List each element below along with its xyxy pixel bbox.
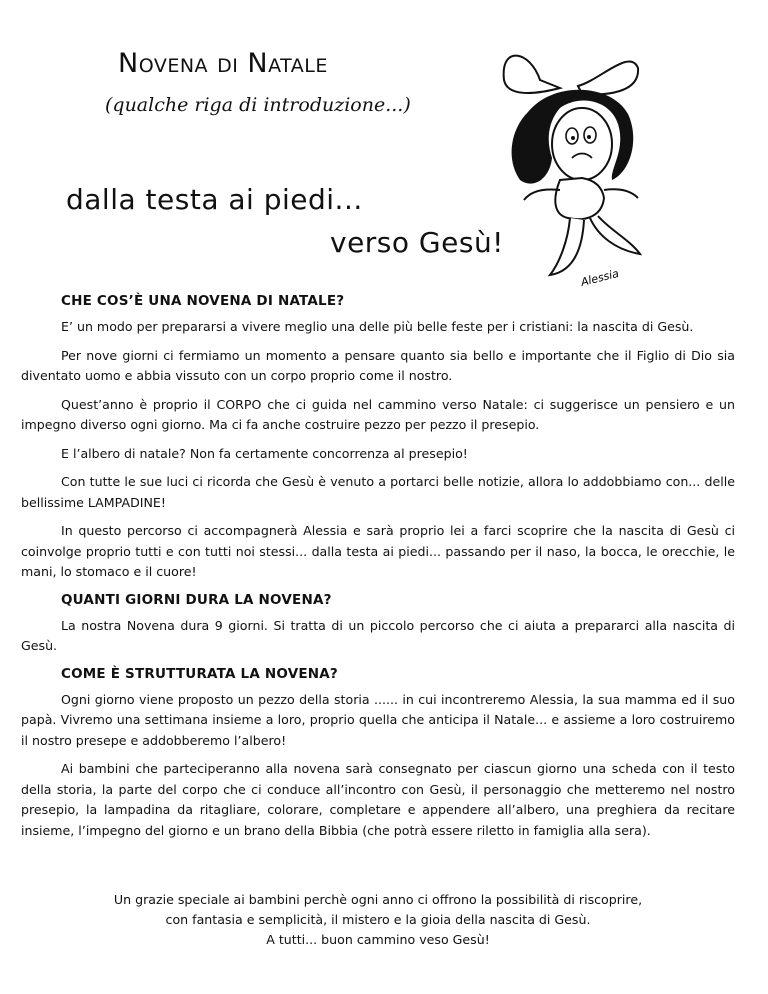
closing-line: A tutti... buon cammino veso Gesù! (266, 932, 490, 947)
closing-line: Un grazie speciale ai bambini perchè ogni anno ci offrono la possibilità di riscoprire, (113, 892, 643, 907)
paragraph: Ai bambini che parteciperanno alla novena sarà consegnato per ciascun giorno una scheda con il testo della storia, la parte del corpo che ci conduce all’incontro con Gesù, il personaggio che metteremo nel nostro presepio, la lampadina da ritagliare, colorare, completare e appendere all’albero, una preghiera da recitare insieme, l’impegno del giorno e un brano della Bibbia (che potrà essere riletto in famiglia alla sera). (21, 761, 735, 838)
paragraph: Quest’anno è proprio il CORPO che ci guida nel cammino verso Natale: ci suggerisce un pensiero e un impegno diverso ogni giorno. Ma ci fa anche costruire pezzo per pezzo il presepio. (21, 396, 735, 432)
paragraph: Con tutte le sue luci ci ricorda che Gesù è venuto a portarci belle notizie, allora lo addobbiamo con... delle bellissime LAMPADINE! (21, 474, 735, 510)
section-heading: QUANTI GIORNI DURA LA NOVENA? (61, 591, 332, 608)
page-title: Novena di Natale (118, 48, 328, 79)
paragraph: La nostra Novena dura 9 giorni. Si tratta di un piccolo percorso che ci aiuta a prepararci alla nascita di Gesù. (21, 617, 735, 653)
closing-message (21, 890, 735, 950)
main-content (21, 286, 735, 849)
illustration-signature: Alessia (579, 266, 621, 289)
tagline-line-1: dalla testa ai piedi... (66, 183, 363, 216)
tagline-line-2: verso Gesù! (330, 226, 504, 259)
page-subtitle: (qualche riga di introduzione...) (105, 94, 411, 116)
paragraph: Ogni giorno viene proposto un pezzo della storia ...... in cui incontreremo Alessia, la sua mamma ed il suo papà. Vivremo una settimana insieme a loro, proprio quella che anticipa il Natale... e assieme a loro costruiremo il nostro presepe e addobberemo l’albero! (21, 691, 735, 748)
section-heading: CHE COS’È UNA NOVENA DI NATALE? (61, 293, 345, 309)
section-heading: COME È STRUTTURATA LA NOVENA? (61, 665, 338, 682)
alessia-illustration (490, 40, 650, 295)
paragraph: E l’albero di natale? Non fa certamente concorrenza al presepio! (61, 445, 468, 461)
paragraph: In questo percorso ci accompagnerà Alessia e sarà proprio lei a farci scoprire che la nascita di Gesù ci coinvolge proprio tutti e con tutti noi stessi... dalla testa ai piedi... passando per il naso, la bocca, le orecchie, le mani, lo stomaco e il cuore! (21, 523, 735, 579)
paragraph: Per nove giorni ci fermiamo un momento a pensare quanto sia bello e importante che il Figlio di Dio sia diventato uomo e abbia vissuto con un corpo proprio come il nostro. (21, 347, 735, 383)
paragraph: E’ un modo per prepararsi a vivere meglio una delle più belle feste per i cristiani: la nascita di Gesù. (61, 319, 694, 334)
closing-line: con fantasia e semplicità, il mistero e la gioia della nascita di Gesù. (165, 912, 591, 927)
